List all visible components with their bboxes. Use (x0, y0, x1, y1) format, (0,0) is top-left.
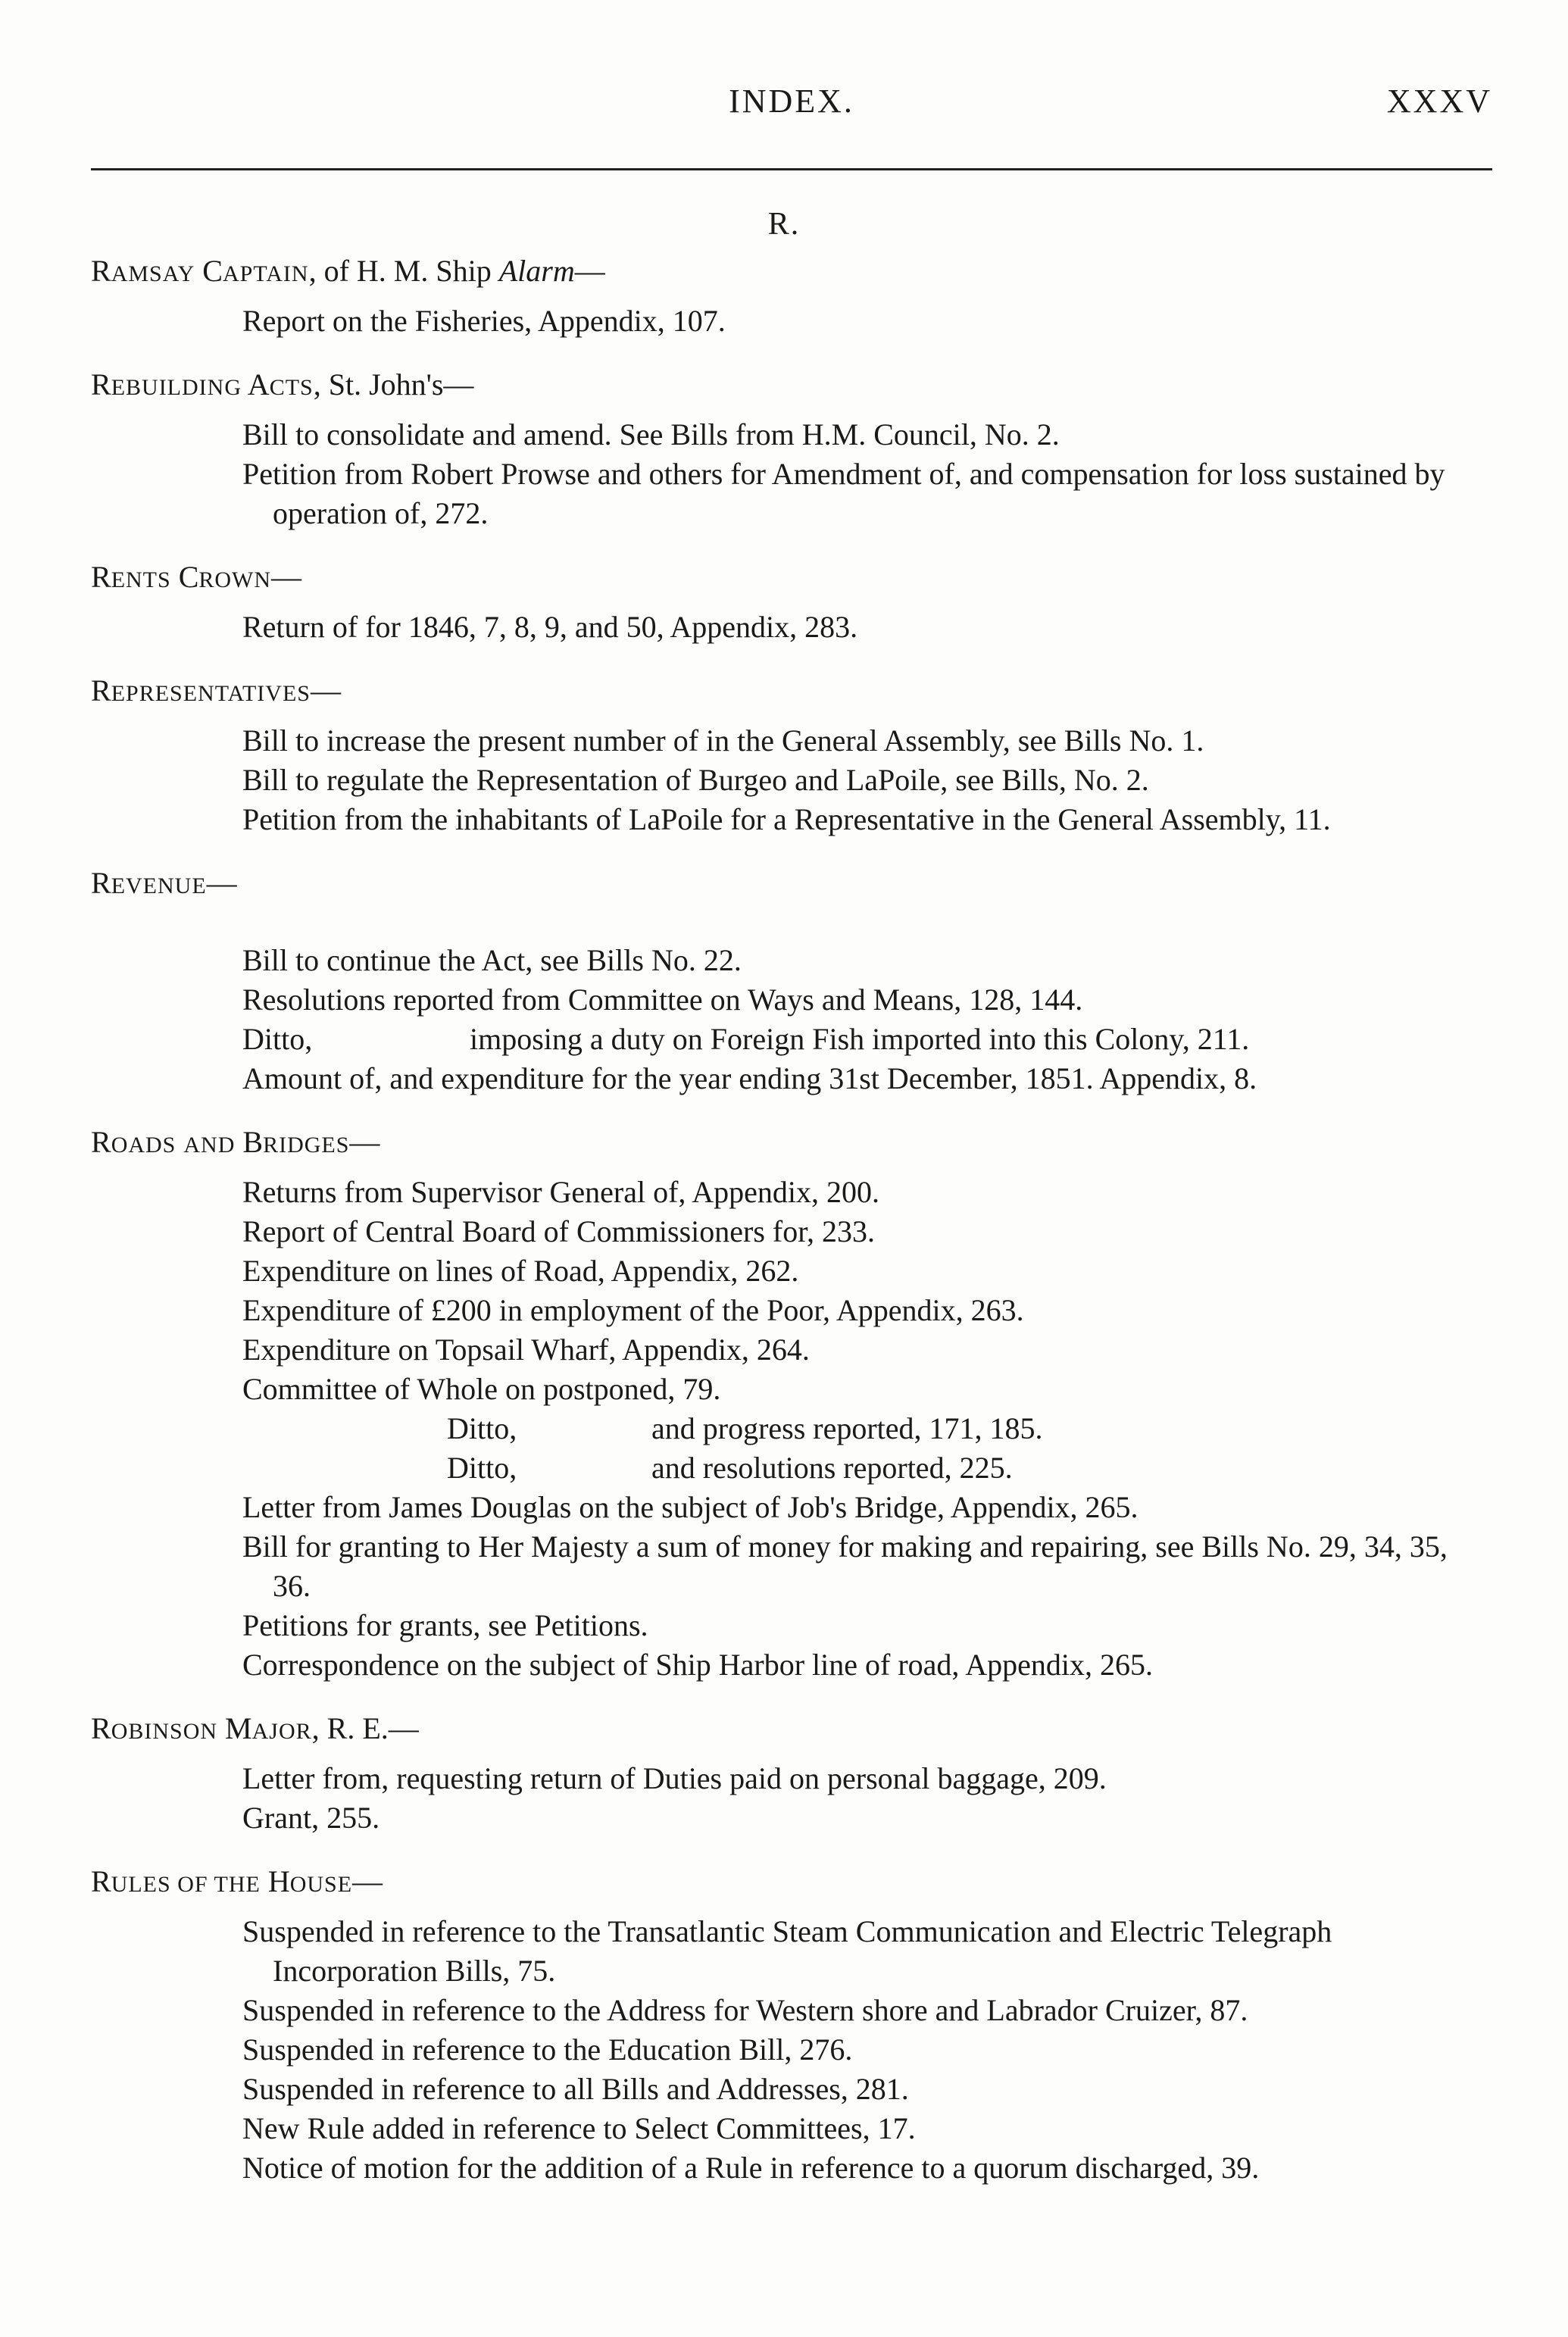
sub-entry: Expenditure on lines of Road, Appendix, 262. (242, 1254, 799, 1288)
sub-entry-list (91, 721, 1492, 839)
sub-entry: Suspended in reference to the Education Bill, 276. (242, 2032, 853, 2067)
index-entry (91, 1709, 1492, 1838)
sub-entry (91, 1020, 1492, 1059)
sub-entry: Expenditure on Topsail Wharf, Appendix, 264. (242, 1333, 810, 1367)
heading-smallcaps: CTS (269, 375, 314, 400)
index-entry (91, 252, 1492, 341)
sub-entry: Correspondence on the subject of Ship Harbor line of road, Appendix, 265. (242, 1648, 1153, 1682)
index-entry (91, 1123, 1492, 1685)
sub-entry: Suspended in reference to the Address for Western shore and Labrador Cruizer, 87. (242, 1993, 1248, 2027)
sub-entry: Bill to increase the present number of in the General Assembly, see Bills No. 1. (242, 723, 1204, 758)
sub-entry: Bill to continue the Act, see Bills No. 22. (242, 943, 742, 977)
heading-initial: A (247, 367, 270, 401)
sub-entry: Amount of, and expenditure for the year ending 31st December, 1851. Appendix, 8. (242, 1061, 1257, 1095)
sub-entry: Petitions for grants, see Petitions. (242, 1608, 648, 1642)
sub-entry: Resolutions reported from Committee on Ways and Means, 128, 144. (242, 983, 1083, 1017)
sub-entry: Bill for granting to Her Majesty a sum of money for making and repairing, see Bills No. 29, 34, 35, 36. (242, 1529, 1448, 1603)
heading-initial: M (225, 1711, 252, 1745)
heading-smallcaps: OBINSON (111, 1719, 218, 1744)
sub-entry: Report on the Fisheries, Appendix, 107. (242, 304, 726, 338)
sub-entry: Suspended in reference to the Transatlantic Steam Communication and Electric Telegraph Incorporation Bills, 75. (242, 1914, 1332, 1988)
sub-entry-list (91, 301, 1492, 341)
sub-entry-text: and progress reported, 171, 185. (651, 1411, 1043, 1445)
entry-heading (91, 252, 1492, 294)
ditto-label: Ditto, (447, 1411, 517, 1445)
heading-initial: R (91, 673, 111, 708)
sub-entry: Letter from James Douglas on the subject of Job's Bridge, Appendix, 265. (242, 1490, 1139, 1524)
ditto-label: Ditto, (447, 1451, 517, 1485)
entry-heading (91, 1123, 1492, 1165)
sub-entry: Expenditure of £200 in employment of the Poor, Appendix, 263. (242, 1293, 1024, 1327)
heading-initial: R (91, 1864, 111, 1898)
sub-entry (91, 1448, 1492, 1488)
sub-entry: Return of for 1846, 7, 8, 9, and 50, Appendix, 283. (242, 610, 858, 644)
sub-entry-list (91, 1912, 1492, 2188)
sub-entry: Committee of Whole on postponed, 79. (242, 1372, 721, 1406)
heading-initial: B (242, 1125, 264, 1159)
index-entry (91, 365, 1492, 533)
entry-heading (91, 671, 1492, 714)
running-head (91, 82, 1492, 127)
heading-smallcaps: OUSE (289, 1872, 353, 1897)
sub-entry: Grant, 255. (242, 1801, 380, 1835)
sub-entry-list (91, 415, 1492, 533)
heading-tail: , St. John's— (313, 367, 474, 401)
sub-entry: Petition from Robert Prowse and others for Amendment of, and compensation for loss sustained by operation of, 272. (242, 457, 1445, 530)
sub-entry (91, 1409, 1492, 1448)
heading-initial: R (91, 367, 111, 401)
section-letter: R. (767, 207, 801, 242)
heading-tail: — (271, 560, 302, 594)
sub-entry-list (91, 941, 1492, 1098)
heading-smallcaps: OADS (111, 1133, 176, 1158)
sub-entry: Bill to regulate the Representation of Burgeo and LaPoile, see Bills, No. 2. (242, 763, 1149, 797)
heading-initial: H (267, 1864, 290, 1898)
heading-tail: , of H. M. Ship (308, 254, 499, 288)
sub-entry-text: imposing a duty on Foreign Fish imported into this Colony, 211. (470, 1022, 1250, 1056)
page-number: XXXV (1386, 83, 1492, 120)
heading-smallcaps: AJOR (251, 1719, 312, 1744)
heading-smallcaps: EPRESENTATIVES (111, 681, 311, 706)
heading-tail: — (310, 673, 341, 708)
sub-entry: Report of Central Board of Commissioners for, 233. (242, 1214, 875, 1248)
heading-tail: — (349, 1125, 380, 1159)
heading-initial: R (91, 1125, 111, 1159)
sub-entry: Notice of motion for the addition of a Rule in reference to a quorum discharged, 39. (242, 2151, 1260, 2185)
sub-entry: Returns from Supervisor General of, Appendix, 200. (242, 1175, 879, 1209)
sub-entry-list (91, 1173, 1492, 1685)
entry-heading (91, 365, 1492, 408)
heading-smallcaps: AND (183, 1133, 236, 1158)
heading-smallcaps: EBUILDING (111, 375, 242, 400)
index-entry (91, 671, 1492, 839)
heading-smallcaps: ULES OF THE (111, 1872, 261, 1897)
sub-entry: Bill to consolidate and amend. See Bills from H.M. Council, No. 2. (242, 417, 1060, 451)
heading-smallcaps: RIDGES (263, 1133, 350, 1158)
heading-smallcaps: AMSAY (111, 261, 195, 286)
entry-heading (91, 864, 1492, 906)
heading-italic: Alarm (498, 254, 575, 288)
page-title: INDEX. (729, 83, 854, 120)
heading-initial: R (91, 254, 111, 288)
index-entry (91, 558, 1492, 647)
entry-heading (91, 1862, 1492, 1904)
ditto-label: Ditto, (242, 1022, 313, 1056)
sub-entry-list (91, 1759, 1492, 1838)
heading-tail: — (206, 866, 237, 900)
entry-heading (91, 558, 1492, 600)
heading-initial: R (91, 1711, 111, 1745)
index-entry (91, 864, 1492, 1098)
heading-initial: C (178, 560, 199, 594)
sub-entry: Petition from the inhabitants of LaPoile for a Representative in the General Assembly, 11. (242, 802, 1331, 836)
index-entries (91, 252, 1492, 2212)
heading-initial: C (202, 254, 223, 288)
heading-smallcaps: ROWN (198, 567, 272, 592)
heading-dash: — (574, 254, 605, 288)
entry-heading (91, 1709, 1492, 1751)
header-rule (91, 168, 1492, 170)
sub-entry: Letter from, requesting return of Duties paid on personal baggage, 209. (242, 1761, 1107, 1795)
heading-tail: — (352, 1864, 383, 1898)
heading-initial: R (91, 866, 111, 900)
heading-smallcaps: EVENUE (111, 873, 207, 898)
sub-entry-list (91, 608, 1492, 647)
sub-entry: New Rule added in reference to Select Committees, 17. (242, 2111, 916, 2145)
heading-smallcaps: ENTS (111, 567, 171, 592)
heading-smallcaps: APTAIN (222, 261, 309, 286)
sub-entry: Suspended in reference to all Bills and Addresses, 281. (242, 2072, 909, 2106)
index-entry (91, 1862, 1492, 2188)
heading-tail: , R. E.— (311, 1711, 419, 1745)
heading-initial: R (91, 560, 111, 594)
sub-entry-text: and resolutions reported, 225. (651, 1451, 1013, 1485)
